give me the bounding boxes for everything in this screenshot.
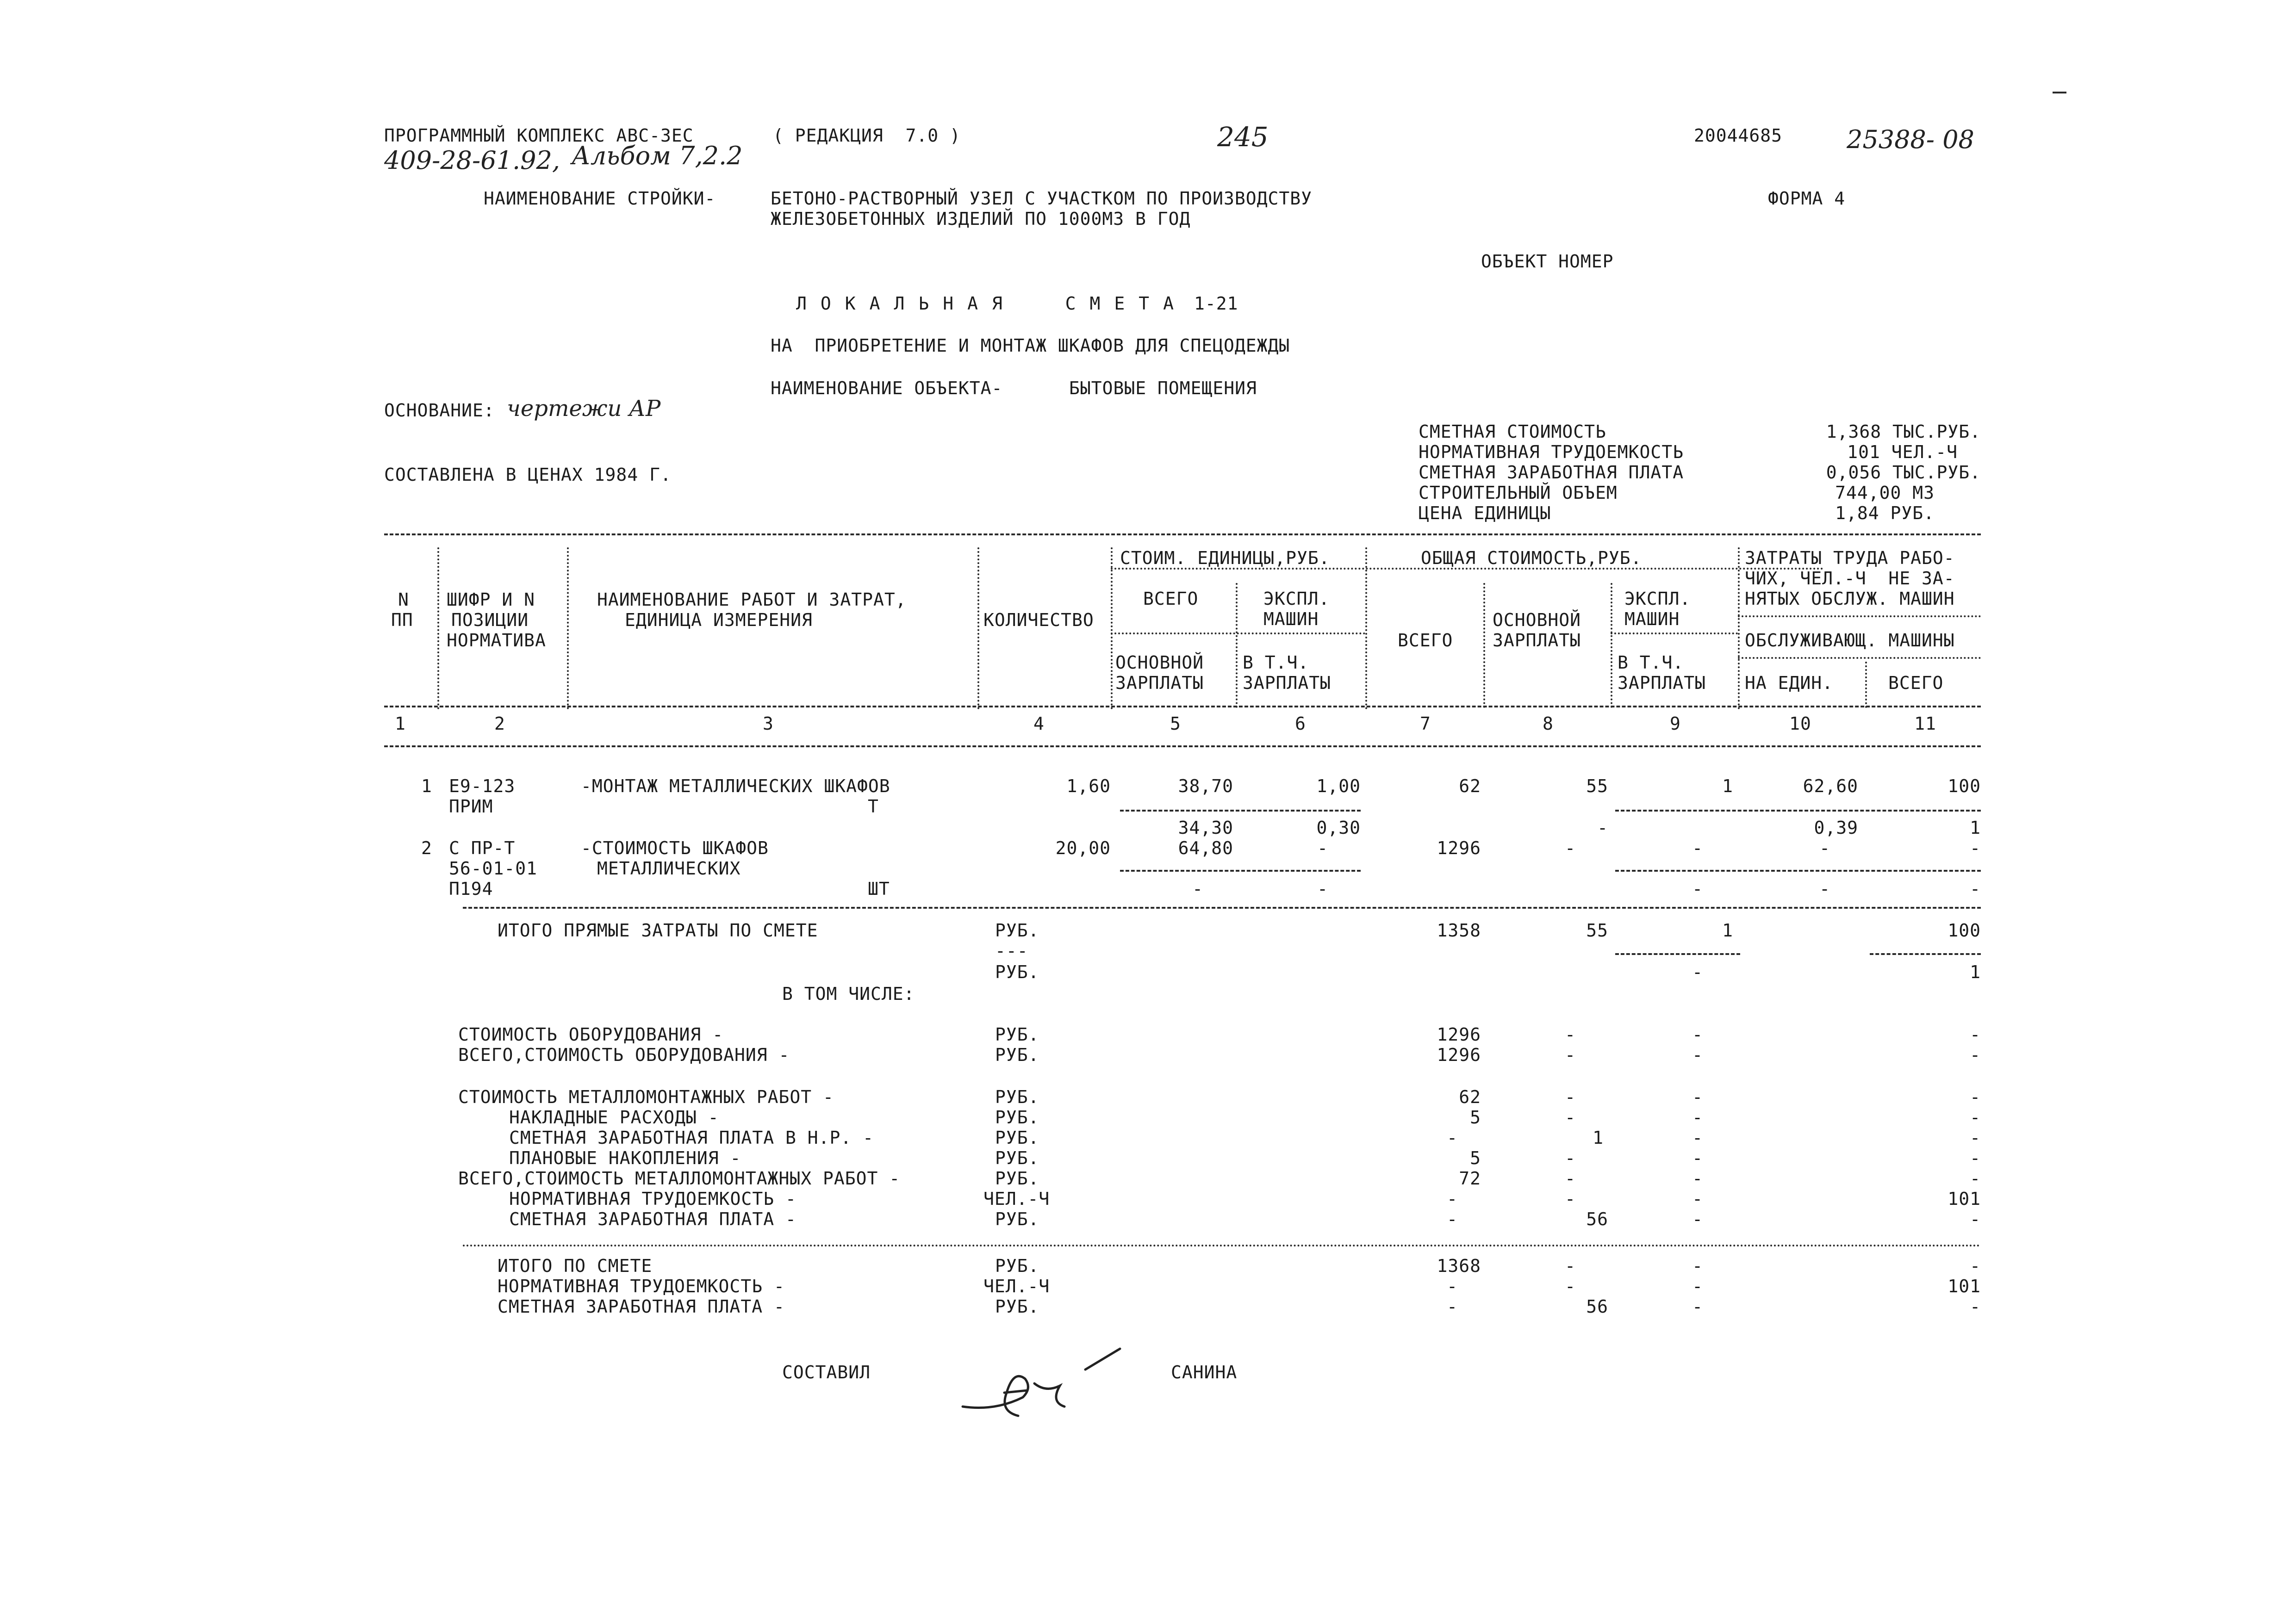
- signature: [953, 1342, 1148, 1420]
- quantity: 1,60: [1066, 776, 1111, 796]
- total-row-label: НОРМАТИВНАЯ ТРУДОЕМКОСТЬ -: [498, 1276, 785, 1296]
- cell-value: -: [1565, 1024, 1576, 1045]
- col-header: НА ЕДИН.: [1745, 673, 1834, 693]
- cell-rule: [1615, 953, 1740, 955]
- unit: РУБ.: [995, 962, 1039, 982]
- cell-value: 1368: [1437, 1256, 1481, 1276]
- col-header: ЗАТРАТЫ ТРУДА РАБО-: [1745, 548, 1955, 568]
- cell-value: -: [1317, 838, 1328, 858]
- col-header: ОСНОВНОЙ: [1493, 610, 1581, 630]
- cell-value: -: [1819, 838, 1830, 858]
- col-header: ОСНОВНОЙ: [1115, 652, 1204, 673]
- construction-line-2: ЖЕЛЕЗОБЕТОННЫХ ИЗДЕЛИЙ ПО 1000М3 В ГОД: [771, 209, 1191, 229]
- col-header: ПОЗИЦИИ: [451, 610, 529, 630]
- corner-mark: [2053, 92, 2066, 93]
- col-header: ОБЩАЯ СТОИМОСТЬ,РУБ.: [1421, 548, 1642, 568]
- column-divider: [1365, 547, 1367, 709]
- row-number: 1: [421, 776, 432, 796]
- cell-value: 1: [1593, 1128, 1604, 1148]
- column-divider: [1738, 547, 1740, 709]
- cell-value: 62: [1459, 1087, 1481, 1107]
- norm-code: Е9-123: [449, 776, 516, 796]
- column-number: 6: [1295, 713, 1306, 734]
- summary-row-label: СМЕТНАЯ ЗАРАБОТНАЯ ПЛАТА -: [509, 1209, 796, 1229]
- col-header: В Т.Ч.: [1618, 652, 1684, 673]
- column-number: 1: [395, 713, 406, 734]
- col-header: ЗАРПЛАТЫ: [1243, 673, 1332, 693]
- cell-value: 101: [1948, 1276, 1981, 1296]
- unit: Т: [868, 796, 879, 817]
- object-number-label: ОБЪЕКТ НОМЕР: [1481, 251, 1614, 272]
- section-rule: [463, 1245, 1981, 1246]
- col-header: МАШИН: [1624, 609, 1680, 629]
- cell-value: 56: [1586, 1209, 1608, 1229]
- cell-value: -: [1692, 1296, 1703, 1317]
- cell-value: 101: [1948, 1189, 1981, 1209]
- table-rule: [1738, 657, 1981, 659]
- summary-label: СТРОИТЕЛЬНЫЙ ОБЪЕМ: [1419, 483, 1618, 503]
- column-number: 5: [1170, 713, 1181, 734]
- col-header: ВСЕГО: [1888, 673, 1944, 693]
- col-header: ШИФР И N: [447, 589, 535, 610]
- cell-value: -: [1970, 879, 1981, 899]
- construction-label: НАИМЕНОВАНИЕ СТРОЙКИ-: [484, 188, 716, 209]
- summary-row-label: НОРМАТИВНАЯ ТРУДОЕМКОСТЬ -: [509, 1189, 796, 1209]
- cell-value: 5: [1470, 1148, 1481, 1168]
- col-header: НОРМАТИВА: [447, 630, 546, 651]
- cell-value: 64,80: [1178, 838, 1233, 858]
- col-header: ЗАРПЛАТЫ: [1115, 673, 1204, 693]
- col-header: ЭКСПЛ.: [1263, 589, 1330, 609]
- norm-code: 56-01-01: [449, 858, 538, 879]
- summary-value: 744,00 М3: [1835, 483, 1935, 503]
- cell-value: 5: [1470, 1107, 1481, 1128]
- cell-rule: [1120, 810, 1361, 812]
- cell-value: -: [1565, 1148, 1576, 1168]
- summary-value: 1,368 ТЫС.РУБ.: [1826, 422, 1981, 442]
- unit-separator: ---: [995, 941, 1028, 961]
- summary-label: СМЕТНАЯ СТОИМОСТЬ: [1419, 422, 1606, 442]
- cell-value: -: [1970, 1296, 1981, 1317]
- unit: РУБ.: [995, 1296, 1039, 1317]
- summary-row-label: СТОИМОСТЬ МЕТАЛЛОМОНТАЖНЫХ РАБОТ -: [458, 1087, 834, 1107]
- cell-value: -: [1447, 1189, 1458, 1209]
- cell-value: 34,30: [1178, 818, 1233, 838]
- col-header: ВСЕГО: [1398, 630, 1453, 651]
- summary-value: 0,056 ТЫС.РУБ.: [1826, 462, 1981, 483]
- cell-value: -: [1692, 1189, 1703, 1209]
- column-number: 2: [494, 713, 505, 734]
- page-number: 245: [1217, 121, 1269, 153]
- direct-costs-label: ИТОГО ПРЯМЫЕ ЗАТРАТЫ ПО СМЕТЕ: [498, 920, 818, 941]
- unit: РУБ.: [995, 1087, 1039, 1107]
- handwritten-doc-number: 25388- 08: [1847, 125, 1974, 154]
- cell-value: -: [1692, 1087, 1703, 1107]
- cell-value: -: [1447, 1128, 1458, 1148]
- cell-value: 62,60: [1803, 776, 1858, 796]
- table-rule: [1611, 632, 1738, 634]
- cell-value: -: [1970, 838, 1981, 858]
- estimate-title: ЛОКАЛЬНАЯ СМЕТА: [796, 293, 1188, 314]
- cell-value: -: [1692, 1148, 1703, 1168]
- column-number: 7: [1420, 713, 1431, 734]
- column-number: 10: [1789, 713, 1811, 734]
- cell-value: -: [1970, 1087, 1981, 1107]
- cell-value: 0,30: [1316, 818, 1361, 838]
- cell-value: -: [1692, 838, 1703, 858]
- cell-value: -: [1565, 1087, 1576, 1107]
- cell-value: -: [1447, 1209, 1458, 1229]
- cell-value: -: [1447, 1296, 1458, 1317]
- row-number: 2: [421, 838, 432, 858]
- col-header: ЗАРПЛАТЫ: [1493, 630, 1581, 651]
- table-rule: [384, 533, 1981, 535]
- summary-label: НОРМАТИВНАЯ ТРУДОЕМКОСТЬ: [1419, 442, 1684, 462]
- cell-rule: [1615, 870, 1981, 872]
- cell-value: 38,70: [1178, 776, 1233, 796]
- program-name: ПРОГРАММНЫЙ КОМПЛЕКС АВС-ЗЕС: [384, 125, 694, 146]
- table-rule: [1738, 615, 1981, 617]
- cell-value: 55: [1586, 776, 1608, 796]
- cell-value: 1: [1722, 920, 1733, 941]
- cell-value: -: [1565, 1045, 1576, 1065]
- summary-row-label: СТОИМОСТЬ ОБОРУДОВАНИЯ -: [458, 1024, 724, 1045]
- cell-value: -: [1970, 1209, 1981, 1229]
- column-divider: [977, 547, 979, 709]
- column-number: 8: [1543, 713, 1554, 734]
- col-header: ЭКСПЛ.: [1624, 589, 1691, 609]
- col-header: N: [398, 589, 409, 610]
- cell-value: -: [1970, 1024, 1981, 1045]
- cell-value: 1358: [1437, 920, 1481, 941]
- unit: РУБ.: [995, 1148, 1039, 1168]
- unit: ЧЕЛ.-Ч: [983, 1276, 1050, 1296]
- unit: РУБ.: [995, 1107, 1039, 1128]
- norm-code: П194: [449, 879, 493, 899]
- column-number: 4: [1033, 713, 1045, 734]
- col-header: ПП: [391, 610, 413, 630]
- col-header: МАШИН: [1263, 609, 1319, 629]
- cell-value: 72: [1459, 1168, 1481, 1189]
- column-divider: [1865, 662, 1867, 708]
- cell-value: -: [1692, 1256, 1703, 1276]
- cell-value: 1: [1970, 962, 1981, 982]
- col-header: СТОИМ. ЕДИНИЦЫ,РУБ.: [1120, 548, 1330, 568]
- summary-row-label: НАКЛАДНЫЕ РАСХОДЫ -: [509, 1107, 719, 1128]
- including-label: В ТОМ ЧИСЛЕ:: [782, 984, 915, 1004]
- unit: РУБ.: [995, 920, 1039, 941]
- cell-value: -: [1692, 1024, 1703, 1045]
- section-rule: [463, 907, 1981, 909]
- object-name: БЫТОВЫЕ ПОМЕЩЕНИЯ: [1069, 378, 1257, 398]
- unit: РУБ.: [995, 1256, 1039, 1276]
- summary-row-label: ВСЕГО,СТОИМОСТЬ МЕТАЛЛОМОНТАЖНЫХ РАБОТ -: [458, 1168, 901, 1189]
- cell-value: -: [1692, 962, 1703, 982]
- cell-value: 1: [1722, 776, 1733, 796]
- cell-value: -: [1565, 1168, 1576, 1189]
- cell-value: -: [1565, 1256, 1576, 1276]
- cell-value: 62: [1459, 776, 1481, 796]
- estimate-subject: НА ПРИОБРЕТЕНИЕ И МОНТАЖ ШКАФОВ ДЛЯ СПЕЦОДЕЖДЫ: [771, 335, 1290, 356]
- cell-value: -: [1692, 1045, 1703, 1065]
- column-divider: [1111, 547, 1113, 709]
- compiler-name: САНИНА: [1171, 1362, 1238, 1383]
- handwritten-project-code: 409-28-61.92,: [384, 146, 560, 175]
- work-name: МЕТАЛЛИЧЕСКИХ: [597, 858, 741, 879]
- prices-year: СОСТАВЛЕНА В ЦЕНАХ 1984 Г.: [384, 465, 672, 485]
- column-number: 3: [763, 713, 774, 734]
- cell-value: 1296: [1437, 1024, 1481, 1045]
- unit: ЧЕЛ.-Ч: [983, 1189, 1050, 1209]
- col-header: НЯТЫХ ОБСЛУЖ. МАШИН: [1745, 589, 1955, 609]
- estimate-number: 1-21: [1194, 293, 1238, 314]
- column-divider: [1483, 583, 1485, 708]
- cell-value: 1296: [1437, 1045, 1481, 1065]
- cell-value: -: [1970, 1256, 1981, 1276]
- cell-value: -: [1565, 1107, 1576, 1128]
- cell-value: 1,00: [1316, 776, 1361, 796]
- col-header: ЗАРПЛАТЫ: [1618, 673, 1706, 693]
- column-divider: [1236, 583, 1238, 708]
- cell-value: 1: [1970, 818, 1981, 838]
- summary-row-label: ВСЕГО,СТОИМОСТЬ ОБОРУДОВАНИЯ -: [458, 1045, 790, 1065]
- work-name: -МОНТАЖ МЕТАЛЛИЧЕСКИХ ШКАФОВ: [581, 776, 890, 796]
- col-header: ЧИХ, ЧЕЛ.-Ч НЕ ЗА-: [1745, 568, 1955, 589]
- summary-row-label: СМЕТНАЯ ЗАРАБОТНАЯ ПЛАТА В Н.Р. -: [509, 1128, 874, 1148]
- summary-value: 101 ЧЕЛ.-Ч: [1847, 442, 1958, 462]
- cell-value: -: [1970, 1045, 1981, 1065]
- total-row-label: ИТОГО ПО СМЕТЕ: [498, 1256, 653, 1276]
- cell-value: 55: [1586, 920, 1608, 941]
- col-header: ОБСЛУЖИВАЮЩ. МАШИНЫ: [1745, 630, 1955, 651]
- column-divider: [437, 547, 439, 709]
- column-number: 11: [1914, 713, 1936, 734]
- unit: РУБ.: [995, 1168, 1039, 1189]
- column-divider: [567, 547, 569, 709]
- cell-value: -: [1565, 1276, 1576, 1296]
- norm-code: ПРИМ: [449, 796, 493, 817]
- summary-row-label: ПЛАНОВЫЕ НАКОПЛЕНИЯ -: [509, 1148, 741, 1168]
- cell-value: -: [1970, 1107, 1981, 1128]
- cell-value: 0,39: [1814, 818, 1858, 838]
- cell-value: -: [1597, 818, 1608, 838]
- summary-label: СМЕТНАЯ ЗАРАБОТНАЯ ПЛАТА: [1419, 462, 1684, 483]
- cell-rule: [1120, 870, 1361, 872]
- column-number: 9: [1670, 713, 1681, 734]
- unit: РУБ.: [995, 1045, 1039, 1065]
- cell-value: -: [1692, 1168, 1703, 1189]
- handwritten-album: Альбом 7,2.2: [572, 141, 743, 170]
- unit: РУБ.: [995, 1128, 1039, 1148]
- unit: РУБ.: [995, 1024, 1039, 1045]
- cell-value: -: [1970, 1148, 1981, 1168]
- work-name: -СТОИМОСТЬ ШКАФОВ: [581, 838, 769, 858]
- object-name-label: НАИМЕНОВАНИЕ ОБЪЕКТА-: [771, 378, 1003, 398]
- basis-label: ОСНОВАНИЕ:: [384, 400, 495, 421]
- form-label: ФОРМА 4: [1768, 188, 1846, 209]
- edition: ( РЕДАКЦИЯ 7.0 ): [773, 125, 961, 146]
- total-row-label: СМЕТНАЯ ЗАРАБОТНАЯ ПЛАТА -: [498, 1296, 785, 1317]
- cell-value: -: [1970, 1168, 1981, 1189]
- unit: РУБ.: [995, 1209, 1039, 1229]
- col-header: ВСЕГО: [1143, 589, 1199, 609]
- col-header: В Т.Ч.: [1243, 652, 1309, 673]
- cell-value: -: [1692, 879, 1703, 899]
- norm-code: С ПР-Т: [449, 838, 516, 858]
- col-header: КОЛИЧЕСТВО: [983, 610, 1094, 630]
- cell-rule: [1870, 953, 1981, 955]
- cell-value: 1296: [1437, 838, 1481, 858]
- quantity: 20,00: [1055, 838, 1111, 858]
- cell-value: -: [1565, 1189, 1576, 1209]
- col-header: ЕДИНИЦА ИЗМЕРЕНИЯ: [625, 610, 813, 630]
- unit: ШТ: [868, 879, 890, 899]
- construction-line-1: БЕТОНО-РАСТВОРНЫЙ УЗЕЛ С УЧАСТКОМ ПО ПРОИЗВОДСТВУ: [771, 188, 1313, 209]
- cell-value: -: [1970, 1128, 1981, 1148]
- compiled-by-label: СОСТАВИЛ: [782, 1362, 871, 1383]
- cell-value: -: [1447, 1276, 1458, 1296]
- cell-rule: [1615, 810, 1981, 812]
- cell-value: -: [1692, 1209, 1703, 1229]
- cell-value: -: [1317, 879, 1328, 899]
- table-rule: [1111, 632, 1365, 634]
- cell-value: -: [1692, 1128, 1703, 1148]
- cell-value: -: [1819, 879, 1830, 899]
- cell-value: -: [1192, 879, 1203, 899]
- col-header: НАИМЕНОВАНИЕ РАБОТ И ЗАТРАТ,: [597, 589, 907, 610]
- cell-value: -: [1692, 1276, 1703, 1296]
- document-code: 20044685: [1694, 125, 1783, 146]
- table-rule: [384, 745, 1981, 747]
- table-rule: [384, 706, 1981, 707]
- cell-value: 100: [1948, 776, 1981, 796]
- cell-value: -: [1692, 1107, 1703, 1128]
- handwritten-basis: чертежи АР: [507, 396, 661, 422]
- cell-value: -: [1565, 838, 1576, 858]
- cell-value: 100: [1948, 920, 1981, 941]
- summary-value: 1,84 РУБ.: [1835, 503, 1935, 523]
- summary-label: ЦЕНА ЕДИНИЦЫ: [1419, 503, 1551, 523]
- column-divider: [1611, 583, 1612, 708]
- cell-value: 56: [1586, 1296, 1608, 1317]
